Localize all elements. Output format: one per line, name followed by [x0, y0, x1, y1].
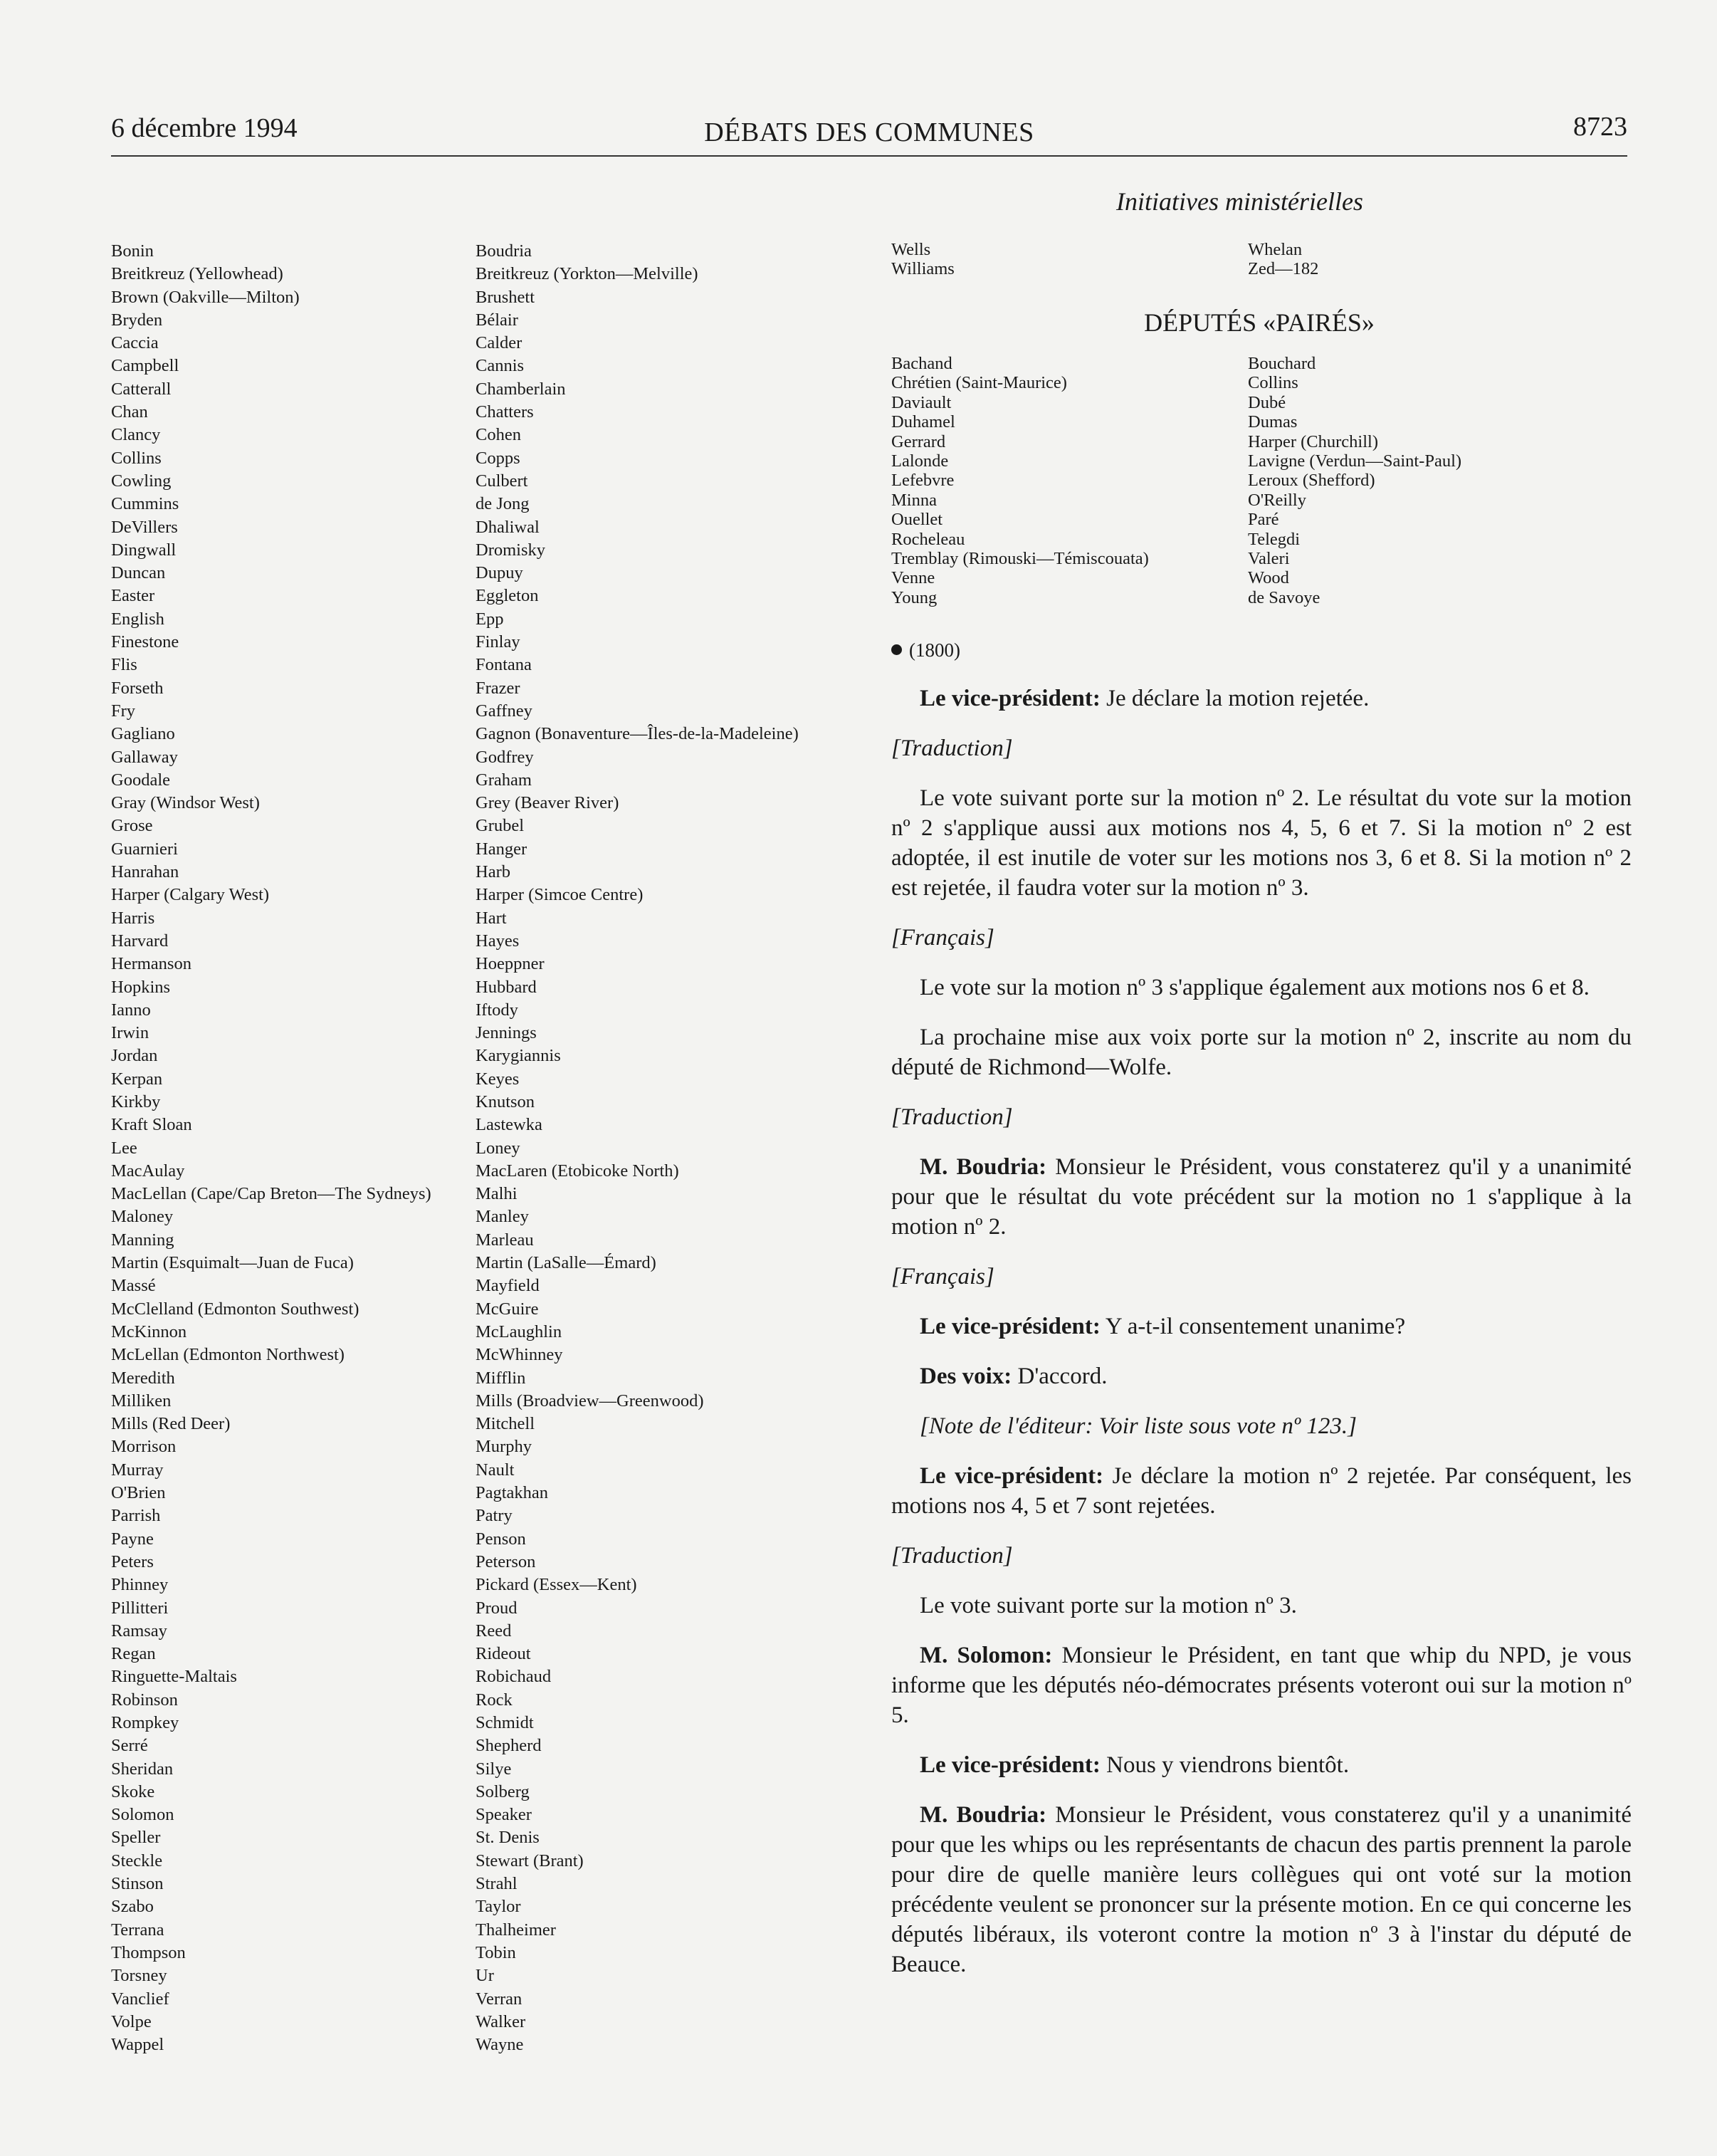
member-name: Harvard: [111, 931, 169, 951]
member-name: Penson: [476, 1529, 526, 1549]
member-name: Parrish: [111, 1506, 161, 1526]
member-name: Fry: [111, 701, 136, 721]
speaker: Le vice-président:: [920, 1314, 1101, 1339]
header-date: 6 décembre 1994: [111, 113, 298, 143]
paragraph: Le vote suivant porte sur la motion nº 3.: [920, 1593, 1297, 1618]
paired-member-name: Young: [891, 587, 938, 607]
section-title: Initiatives ministérielles: [1116, 187, 1363, 216]
member-name: Zed—182: [1248, 259, 1319, 279]
member-name: Boudria: [476, 241, 532, 261]
member-name: Hanrahan: [111, 862, 179, 882]
member-name: Brushett: [476, 287, 535, 307]
member-name: Payne: [111, 1529, 154, 1549]
member-name: St. Denis: [476, 1828, 540, 1848]
member-name: Breitkreuz (Yellowhead): [111, 264, 283, 284]
paired-member-name: Gerrard: [891, 431, 946, 451]
editor-note: [Note de l'éditeur: Voir liste sous vote nº 123.]: [920, 1413, 1357, 1439]
member-name: Jennings: [476, 1023, 537, 1043]
member-name: Mills (Broadview—Greenwood): [476, 1391, 704, 1411]
member-name: Finlay: [476, 632, 520, 652]
member-name: Hubbard: [476, 977, 537, 997]
member-name: Morrison: [111, 1437, 177, 1457]
paragraph: [891, 1312, 1632, 1341]
member-name: Catterall: [111, 379, 172, 399]
member-name: Frazer: [476, 678, 520, 698]
member-name: Hopkins: [111, 977, 171, 997]
member-name: Ringuette-Maltais: [111, 1667, 237, 1687]
member-name: Clancy: [111, 425, 161, 445]
member-name: Skoke: [111, 1781, 155, 1801]
member-name: Dromisky: [476, 540, 545, 560]
paired-list-left: [891, 354, 1149, 607]
member-name: Ianno: [111, 1000, 151, 1020]
member-name: Gagnon (Bonaventure—Îles-de-la-Madeleine): [476, 724, 799, 744]
member-name: Cowling: [111, 471, 172, 491]
vote-list-column-2: [476, 240, 799, 2056]
language-tag: [Traduction]: [891, 1104, 1013, 1130]
member-name: Manley: [476, 1207, 529, 1227]
member-name: Goodale: [111, 770, 170, 790]
member-name: Volpe: [111, 2011, 152, 2031]
paragraph: Le vote suivant porte sur la motion nº 2. Le résultat du vote sur la motion nº 2 s'applique aussi aux motions nos 4, 5, 6 et 7. Si la motion nº 2 est adoptée, il est inutile de voter sur les motions nos 3, 6 et 8. Si la motion nº 2 est rejetée, il faudra voter sur la motion nº 3.: [891, 785, 1632, 901]
time-label: (1800): [909, 639, 960, 661]
paired-member-name: Wood: [1248, 568, 1289, 588]
paired-member-name: Dubé: [1248, 392, 1286, 412]
member-name: Ramsay: [111, 1621, 167, 1640]
member-name: Dingwall: [111, 540, 177, 560]
member-name: Ur: [476, 1966, 494, 1986]
member-name: Guarnieri: [111, 839, 178, 859]
speaker: Le vice-président:: [920, 1752, 1101, 1778]
speech: Nous y viendrons bientôt.: [1100, 1752, 1350, 1778]
member-name: Rideout: [476, 1644, 531, 1664]
member-name: Peterson: [476, 1551, 536, 1571]
member-name: de Jong: [476, 494, 530, 514]
member-name: Solomon: [111, 1805, 174, 1825]
speech: Je déclare la motion rejetée.: [1100, 686, 1370, 711]
speech: Monsieur le Président, vous constaterez qu'il y a unanimité pour que le résultat du vote précédent sur la motion no 1 s'applique à la motion nº 2.: [891, 1154, 1632, 1240]
member-name: Kirkby: [111, 1092, 161, 1111]
member-name: McLellan (Edmonton Northwest): [111, 1345, 345, 1365]
paired-list-right: [1248, 354, 1461, 607]
member-name: Nault: [476, 1460, 515, 1480]
member-name: Serré: [111, 1736, 148, 1756]
member-name: Gray (Windsor West): [111, 793, 260, 813]
paired-member-name: Chrétien (Saint-Maurice): [891, 373, 1067, 393]
member-name: Gallaway: [111, 747, 178, 767]
member-name: Lastewka: [476, 1115, 542, 1135]
member-name: Godfrey: [476, 747, 534, 767]
paired-member-name: Paré: [1248, 510, 1279, 530]
member-name: O'Brien: [111, 1483, 166, 1503]
member-name: Robichaud: [476, 1667, 552, 1687]
header-rule: [111, 155, 1627, 157]
member-name: Loney: [476, 1138, 520, 1158]
member-name: Milliken: [111, 1391, 172, 1411]
member-name: Wappel: [111, 2035, 164, 2055]
member-name: Gagliano: [111, 724, 175, 744]
speaker: Le vice-président:: [920, 686, 1101, 711]
member-name: Forseth: [111, 678, 164, 698]
paragraph: La prochaine mise aux voix porte sur la motion nº 2, inscrite au nom du député de Richmond—Wolfe.: [891, 1025, 1632, 1080]
paired-member-name: Bouchard: [1248, 354, 1316, 373]
member-name: Reed: [476, 1621, 512, 1640]
member-name: Harper (Simcoe Centre): [476, 885, 644, 905]
paragraph: [891, 1152, 1632, 1242]
header-title: DÉBATS DES COMMUNES: [704, 117, 1034, 147]
member-name: Williams: [891, 259, 955, 279]
member-name: Speaker: [476, 1805, 532, 1825]
member-name: Proud: [476, 1598, 518, 1618]
member-name: McWhinney: [476, 1345, 563, 1365]
member-name: Collins: [111, 448, 162, 468]
paired-member-name: Harper (Churchill): [1248, 431, 1378, 451]
speaker: M. Boudria:: [920, 1802, 1047, 1828]
member-name: MacLellan (Cape/Cap Breton—The Sydneys): [111, 1184, 431, 1204]
member-name: Malhi: [476, 1184, 518, 1204]
member-name: Patry: [476, 1506, 513, 1526]
member-name: Fontana: [476, 655, 532, 675]
member-name: Manning: [111, 1230, 174, 1250]
member-name: Epp: [476, 609, 504, 629]
member-name: Harb: [476, 862, 510, 882]
member-name: Hanger: [476, 839, 527, 859]
member-name: Whelan: [1248, 240, 1303, 259]
member-name: Walker: [476, 2011, 526, 2031]
member-name: Easter: [111, 586, 155, 606]
member-name: Culbert: [476, 471, 528, 491]
member-name: Breitkreuz (Yorkton—Melville): [476, 264, 698, 284]
member-name: Hart: [476, 908, 507, 928]
member-name: Chan: [111, 402, 148, 422]
member-name: Bryden: [111, 310, 163, 330]
member-name: Grose: [111, 816, 153, 836]
member-name: Caccia: [111, 333, 159, 353]
speaker: M. Solomon:: [920, 1643, 1053, 1668]
paired-member-name: Leroux (Shefford): [1248, 471, 1375, 491]
member-name: Chamberlain: [476, 379, 566, 399]
paired-member-name: Telegdi: [1248, 529, 1301, 549]
member-name: Eggleton: [476, 586, 539, 606]
member-name: Torsney: [111, 1966, 167, 1986]
member-name: Cummins: [111, 494, 179, 514]
member-name: Martin (Esquimalt—Juan de Fuca): [111, 1253, 354, 1273]
member-name: Brown (Oakville—Milton): [111, 287, 300, 307]
member-name: Rock: [476, 1690, 513, 1710]
member-name: MacAulay: [111, 1161, 185, 1181]
member-name: Thompson: [111, 1942, 186, 1962]
member-name: Verran: [476, 1989, 523, 2009]
paired-member-name: O'Reilly: [1248, 490, 1306, 510]
member-name: Harper (Calgary West): [111, 885, 270, 905]
member-name: Murphy: [476, 1437, 532, 1457]
member-name: Bélair: [476, 310, 518, 330]
vote-list-column-3: [891, 240, 955, 279]
member-name: Terrana: [111, 1920, 164, 1940]
paragraph: [891, 1640, 1632, 1730]
paragraph: [891, 1361, 1632, 1391]
member-name: Hermanson: [111, 954, 191, 974]
member-name: Hayes: [476, 931, 520, 951]
member-name: Grey (Beaver River): [476, 793, 619, 813]
time-marker: [891, 639, 960, 661]
member-name: Karygiannis: [476, 1046, 561, 1066]
speech: Je déclare la motion nº 2 rejetée. Par conséquent, les motions nos 4, 5 et 7 sont rejetées.: [891, 1463, 1632, 1519]
paragraph: [891, 1750, 1632, 1780]
member-name: Bonin: [111, 241, 154, 261]
speaker: M. Boudria:: [920, 1154, 1047, 1180]
language-tag: [Traduction]: [891, 1543, 1013, 1569]
member-name: Kerpan: [111, 1069, 163, 1089]
member-name: Vanclief: [111, 1989, 169, 2009]
paired-heading: DÉPUTÉS «PAIRÉS»: [1144, 308, 1375, 337]
member-name: Maloney: [111, 1207, 174, 1227]
member-name: Szabo: [111, 1897, 154, 1917]
bullet-icon: [891, 644, 902, 655]
member-name: Meredith: [111, 1368, 175, 1388]
language-tag: [Français]: [891, 925, 994, 951]
member-name: Wayne: [476, 2035, 524, 2055]
member-name: Pagtakhan: [476, 1483, 549, 1503]
page-number: 8723: [1573, 112, 1627, 142]
member-name: Finestone: [111, 632, 179, 652]
paired-member-name: Rocheleau: [891, 529, 965, 549]
member-name: McKinnon: [111, 1322, 187, 1341]
paired-member-name: Venne: [891, 568, 935, 588]
paragraph: [891, 1461, 1632, 1521]
vote-list-column-4: [1248, 240, 1318, 279]
paired-member-name: Duhamel: [891, 412, 955, 432]
speech: Monsieur le Président, en tant que whip du NPD, je vous informe que les députés néo-démocrates présents voteront oui sur la motion nº 5.: [891, 1643, 1632, 1728]
member-name: Campbell: [111, 356, 179, 376]
member-name: Mifflin: [476, 1368, 526, 1388]
member-name: Rompkey: [111, 1713, 179, 1732]
member-name: Lee: [111, 1138, 137, 1158]
member-name: DeVillers: [111, 517, 178, 537]
member-name: McLaughlin: [476, 1322, 562, 1341]
paragraph: Le vote sur la motion nº 3 s'applique également aux motions nos 6 et 8.: [920, 975, 1590, 1000]
member-name: MacLaren (Etobicoke North): [476, 1161, 679, 1181]
paired-member-name: Daviault: [891, 392, 952, 412]
member-name: Peters: [111, 1551, 154, 1571]
member-name: Thalheimer: [476, 1920, 556, 1940]
member-name: Duncan: [111, 563, 166, 583]
speaker: Des voix:: [920, 1364, 1012, 1389]
member-name: Kraft Sloan: [111, 1115, 192, 1135]
paired-member-name: Lavigne (Verdun—Saint-Paul): [1248, 451, 1462, 471]
member-name: Dupuy: [476, 563, 523, 583]
speech: Monsieur le Président, vous constaterez qu'il y a unanimité pour que les whips ou les représentants de chacun des partis prennent la parole pour dire de quelle manière leurs collègues qui ont voté sur la motion précédente veulent se prononcer sur la présente motion. En ce qui concerne les députés libéraux, ils voteront contre la motion nº 3 à l'instar du député de Beauce.: [891, 1802, 1632, 1977]
paired-member-name: Ouellet: [891, 510, 943, 530]
paired-member-name: Bachand: [891, 354, 952, 373]
member-name: Taylor: [476, 1897, 521, 1917]
member-name: Chatters: [476, 402, 534, 422]
speech: Y a-t-il consentement unanime?: [1100, 1314, 1406, 1339]
paired-member-name: Valeri: [1248, 549, 1290, 569]
member-name: Calder: [476, 333, 523, 353]
vote-list-column-1: [111, 240, 431, 2056]
member-name: Keyes: [476, 1069, 520, 1089]
member-name: Mills (Red Deer): [111, 1414, 231, 1434]
member-name: Shepherd: [476, 1736, 542, 1756]
paragraph: [891, 1800, 1632, 1979]
paired-member-name: Minna: [891, 490, 937, 510]
member-name: English: [111, 609, 164, 629]
member-name: Stinson: [111, 1874, 164, 1894]
member-name: Solberg: [476, 1781, 530, 1801]
member-name: Speller: [111, 1828, 161, 1848]
language-tag: [Traduction]: [891, 736, 1013, 761]
member-name: Wells: [891, 240, 931, 259]
member-name: McClelland (Edmonton Southwest): [111, 1299, 359, 1319]
member-name: Stewart (Brant): [476, 1851, 584, 1870]
paragraph: [891, 684, 1632, 713]
member-name: Silye: [476, 1759, 512, 1779]
member-name: Pillitteri: [111, 1598, 169, 1618]
member-name: Jordan: [111, 1046, 158, 1066]
member-name: Massé: [111, 1276, 156, 1296]
member-name: Robinson: [111, 1690, 178, 1710]
member-name: Gaffney: [476, 701, 532, 721]
member-name: Grubel: [476, 816, 525, 836]
paired-member-name: Dumas: [1248, 412, 1298, 432]
member-name: Knutson: [476, 1092, 535, 1111]
member-name: Cannis: [476, 356, 525, 376]
member-name: Mitchell: [476, 1414, 535, 1434]
paired-member-name: Tremblay (Rimouski—Témiscouata): [891, 549, 1149, 569]
member-name: Regan: [111, 1644, 156, 1664]
member-name: Tobin: [476, 1942, 516, 1962]
member-name: Strahl: [476, 1874, 518, 1894]
member-name: Cohen: [476, 425, 521, 445]
member-name: Phinney: [111, 1575, 169, 1595]
member-name: Schmidt: [476, 1713, 534, 1732]
member-name: Marleau: [476, 1230, 534, 1250]
member-name: Iftody: [476, 1000, 518, 1020]
paired-member-name: Collins: [1248, 373, 1298, 393]
speech: D'accord.: [1012, 1364, 1108, 1389]
member-name: Graham: [476, 770, 532, 790]
member-name: Mayfield: [476, 1276, 540, 1296]
member-name: Irwin: [111, 1023, 149, 1043]
page-header: [111, 107, 1627, 150]
member-name: Copps: [476, 448, 520, 468]
speaker: Le vice-président:: [920, 1463, 1104, 1489]
member-name: Murray: [111, 1460, 164, 1480]
member-name: Steckle: [111, 1851, 163, 1870]
member-name: Flis: [111, 655, 137, 675]
member-name: Martin (LaSalle—Émard): [476, 1253, 656, 1273]
member-name: Pickard (Essex—Kent): [476, 1575, 637, 1595]
member-name: Dhaliwal: [476, 517, 540, 537]
paired-member-name: de Savoye: [1248, 587, 1320, 607]
member-name: Sheridan: [111, 1759, 174, 1779]
paired-member-name: Lefebvre: [891, 471, 955, 491]
member-name: Harris: [111, 908, 155, 928]
member-name: McGuire: [476, 1299, 539, 1319]
member-name: Hoeppner: [476, 954, 545, 974]
paired-member-name: Lalonde: [891, 451, 949, 471]
language-tag: [Français]: [891, 1264, 994, 1289]
debate-text: [891, 684, 1632, 1999]
